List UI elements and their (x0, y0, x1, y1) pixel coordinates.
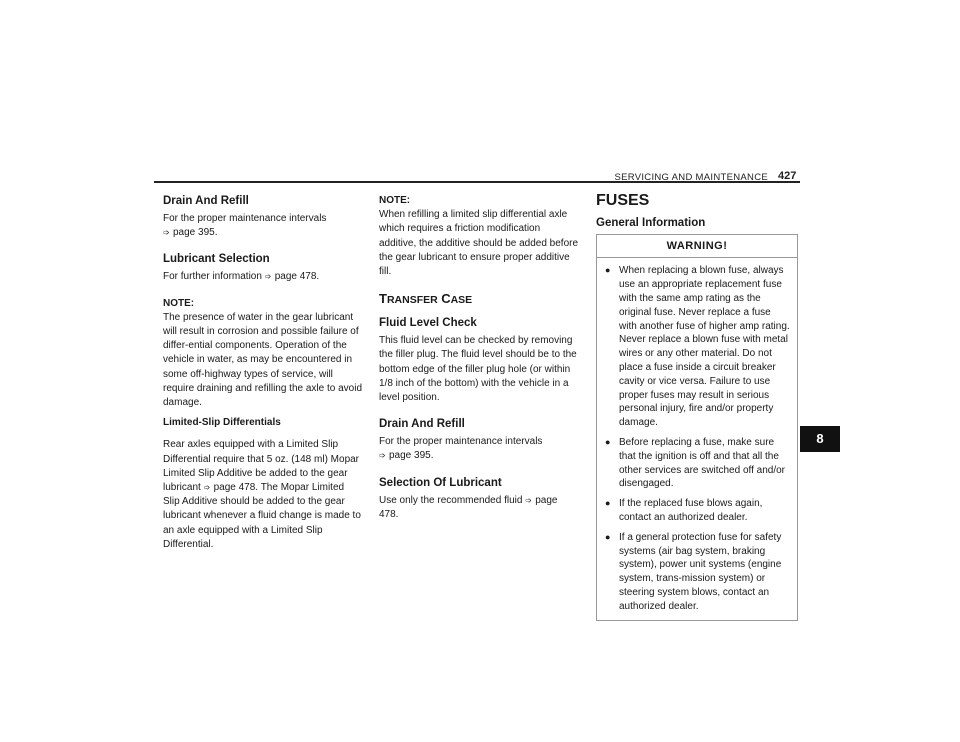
fluid-level-heading: Fluid Level Check (379, 317, 477, 330)
column-right (596, 194, 798, 621)
selection-lubricant-heading: Selection Of Lubricant (379, 476, 502, 489)
list-item: ● If a general protection fuse for safety systems (air bag system, braking system), power unit systems (engine system, trans-mission system) or steering system blows, contact an authorized dealer. (605, 531, 782, 612)
bullet-icon: ● (605, 436, 611, 447)
page-ref-arrow-icon: ➩ (264, 272, 272, 282)
page-ref-link[interactable]: page 395. (389, 450, 434, 462)
drain-refill-heading: Drain And Refill (163, 195, 249, 207)
list-item: ● When replacing a blown fuse, always use an appropriate replacement fuse with the same amp rating as the original fuse. Never replace a fuse with another fuse of higher amp rating. Never replace a blown fuse with metal wires or any other material. Do not place a fuse inside a circuit breaker cavity or vice versa. Failure to use proper fuses may result in serious personal injury, fire and/or property damage. (605, 265, 790, 429)
page-ref-link[interactable]: page 478. (274, 271, 320, 283)
warning-title: WARNING! (597, 235, 797, 258)
note-text: The presence of water in the gear lubricant will result in corrosion and possible failure of differ-ential components. Operation of the vehicle in water, as may be encountered in some off-highway types of service, will require draining and refilling the axle to avoid damage. (163, 311, 363, 409)
list-item: ● Before replacing a fuse, make sure that the ignition is off and that all the other services are switched off and/or disengaged. (605, 436, 786, 490)
page-ref-link[interactable]: page 478. (379, 494, 558, 520)
bullet-icon: ● (605, 265, 611, 276)
bullet-icon: ● (605, 531, 611, 542)
page-ref-link[interactable]: page 395. (173, 227, 218, 239)
note-text: When refilling a limited slip differential axle which requires a friction modification additive, the additive should be added before the gear lubricant to ensure proper additive fill. (379, 209, 579, 278)
chapter-tab: 8 (800, 426, 840, 452)
transfer-case-heading: TRANSFER CASE (379, 291, 473, 307)
selection-lubricant-text: Use only the recommended fluid ➩ page 478. (379, 494, 558, 520)
page-number: 427 (778, 170, 797, 182)
bullet-icon: ● (605, 498, 611, 509)
list-item: ● If the replaced fuse blows again, contact an authorized dealer. (605, 498, 763, 523)
page-ref-link[interactable]: page 478. (213, 482, 259, 494)
drain-refill-heading: Drain And Refill (379, 418, 465, 431)
note-block (163, 297, 363, 411)
fuses-heading: FUSES (596, 192, 650, 209)
drain-refill-text: For the proper maintenance intervals ➩ page 395. (379, 435, 579, 463)
warning-list (597, 258, 797, 619)
warning-box (596, 234, 798, 620)
note-label: NOTE: (379, 195, 411, 206)
note-label: NOTE: (163, 297, 195, 309)
section-title: SERVICING AND MAINTENANCE (614, 172, 768, 183)
column-middle (379, 194, 579, 528)
fluid-level-text: This fluid level can be checked by removing the filler plug. The fluid level should be to the bottom edge of the filler plug hole (or within 1/8 inch of the bottom) with the vehicle in a level position. (379, 335, 577, 404)
page-ref-arrow-icon: ➩ (163, 228, 170, 238)
page-ref-arrow-icon: ➩ (525, 495, 532, 505)
page-ref-arrow-icon: ➩ (203, 483, 211, 493)
general-info-heading: General Information (596, 217, 706, 230)
lubricant-selection-heading: Lubricant Selection (163, 253, 270, 266)
limited-slip-text: Rear axles equipped with a Limited Slip Differential require that 5 oz. (148 ml) Mopar Limited Slip Additive be added to the gear lubricant ➩ page 478. The Mopar Limited Slip Additive should be added to the gear lubricant whenever a fluid change is made to an axle equipped with a Limited Slip Differential. (163, 439, 361, 550)
lubricant-selection-text: For further information ➩ page 478. (163, 270, 363, 284)
column-left (163, 194, 363, 558)
page-ref-arrow-icon: ➩ (379, 451, 386, 461)
limited-slip-heading: Limited-Slip Differentials (163, 417, 281, 429)
drain-refill-text: For the proper maintenance intervals ➩ page 395. (163, 212, 363, 240)
note-block (379, 194, 579, 279)
